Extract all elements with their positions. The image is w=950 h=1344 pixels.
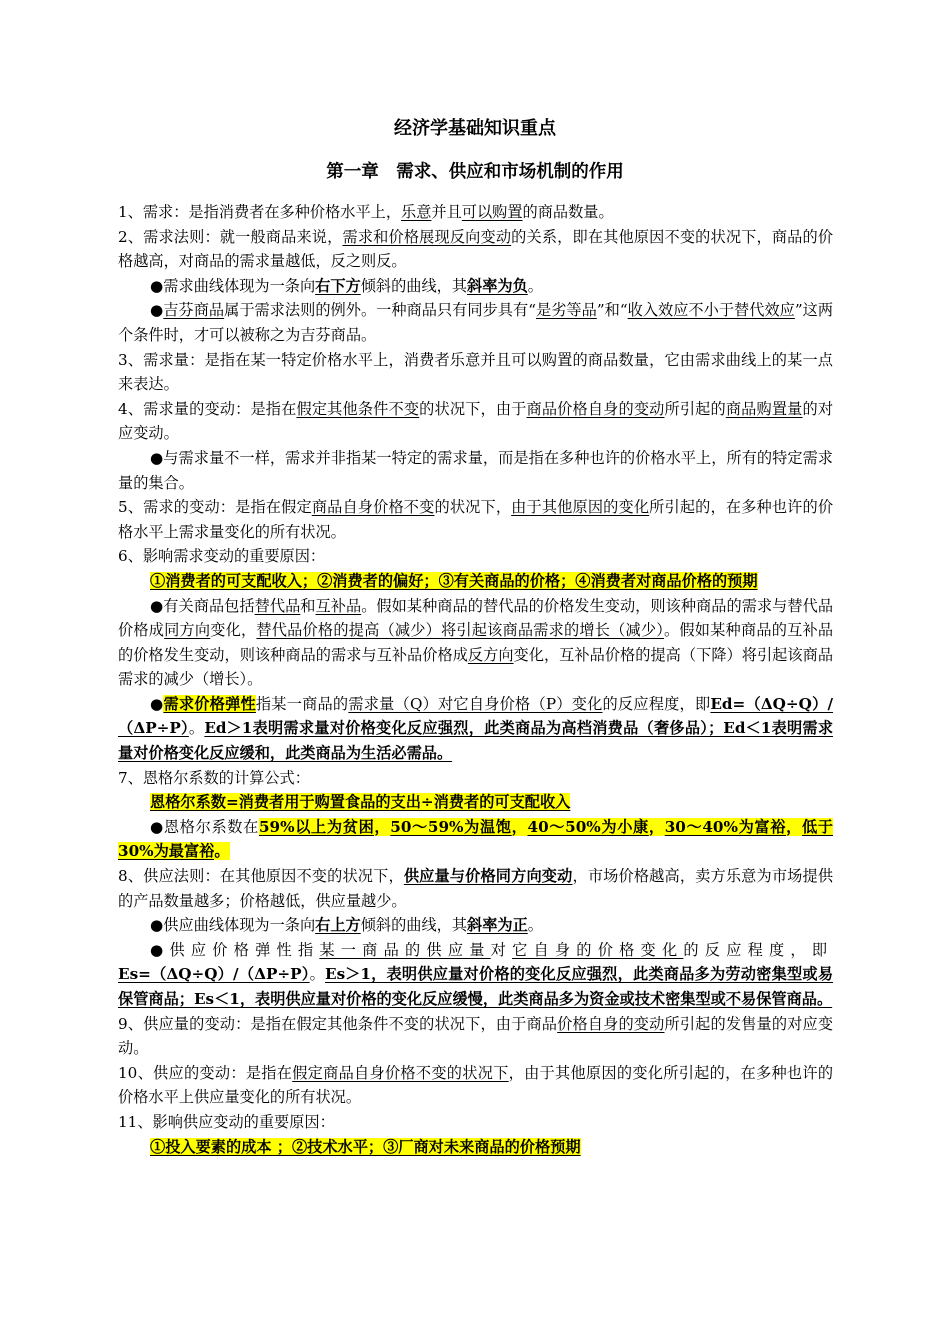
text-run: 斜率为负: [467, 276, 528, 295]
text-run: 6、影响需求变动的重要原因：: [118, 547, 326, 566]
text-run: 收入效应不小于替代效应: [627, 301, 795, 320]
text-run: 价格自身的变动: [557, 1014, 665, 1033]
bullet-demand-curve: [118, 274, 833, 299]
item-6-demand-factors: [118, 544, 833, 569]
text-run: 4、需求量的变动：是指在: [118, 399, 297, 418]
item-1-demand: [118, 200, 833, 225]
text-run: 变化，: [210, 621, 257, 640]
text-run: 59%以上为贫困: [258, 817, 375, 836]
text-run: 吉芬商品: [163, 301, 225, 320]
text-run: 7、恩格尔系数的计算公式：: [118, 768, 310, 787]
text-run: 可以购置: [461, 203, 523, 221]
text-run: ●: [150, 301, 164, 320]
text-run: 30～40%为富裕: [664, 817, 787, 836]
text-run: ”这两个条件时，才可以被称之为吉芬商品。: [118, 301, 834, 344]
text-run: 并且: [431, 203, 462, 221]
text-run: Es＞1，表明供应量对价格的变化反应强烈，此类商品多为劳动密集型或易保管商品；Es＜1，表明供应量对价格的变化反应缓慢，此类商品多为资金或技术密集型或不易保管商品。: [118, 965, 834, 1008]
item-11-supply-factors: [118, 1110, 833, 1135]
text-run: ●有关商品包括: [150, 596, 255, 615]
text-run: 5、需求的变动：是指在假定: [118, 498, 312, 517]
text-run: ，: [374, 817, 391, 836]
bullet-giffen-goods: [118, 298, 833, 347]
text-run: 由于其他原因的变化: [511, 498, 650, 517]
text-run: ●: [150, 694, 164, 713]
text-run: 的状况下，: [434, 498, 512, 517]
item-5-change-in-demand: [118, 495, 833, 544]
item-2-law-of-demand: [118, 225, 833, 274]
bullet-engel-ranges: [118, 815, 833, 864]
item-4-change-in-quantity-demanded: [118, 397, 833, 446]
text-run: 是劣等品: [535, 301, 597, 320]
supply-elasticity-formula: Es=（ΔQ÷Q）/（ΔP÷P）: [118, 965, 310, 984]
text-run: 。: [527, 916, 543, 935]
text-run: 低于30%为最富裕: [118, 817, 833, 861]
text-run: ，: [648, 817, 665, 836]
text-run: 的反应程度，即: [602, 694, 711, 713]
document-body: [118, 200, 833, 1159]
text-run: 。假如某种商品的互补品的价格发生变动，则该种商品的需求与互补品价格成: [118, 621, 834, 664]
text-run: 需求量（Q）对它自身价格（P）变化: [348, 694, 603, 713]
highlight-demand-factors: [118, 569, 833, 594]
document-title: 经济学基础知识重点: [394, 118, 556, 139]
text-run: 的商品数量。: [522, 203, 614, 221]
bullet-price-elasticity-of-supply: [118, 938, 833, 1012]
text-run: ①投入要素的成本 ；②技术水平；③厂商对未来商品的价格预期: [150, 1137, 581, 1156]
text-run: 。: [214, 842, 230, 861]
text-run: 。: [309, 965, 326, 984]
text-run: 8、供应法则：在其他原因不变的状况下，: [118, 867, 404, 886]
chapter-title: 第一章 需求、供应和市场机制的作用: [326, 162, 624, 182]
text-run: ●供应曲线体现为一条向: [150, 916, 316, 935]
text-run: 商品价格自身的变动: [526, 399, 665, 418]
text-run: 乐意: [401, 203, 432, 221]
item-9-change-in-quantity-supplied: [118, 1012, 833, 1061]
text-run: ●供应价格弹性指: [150, 940, 320, 959]
text-run: 互补品: [315, 596, 362, 615]
item-10-change-in-supply: [118, 1061, 833, 1110]
text-run: ①消费者的可支配收入；②消费者的偏好；③有关商品的价格；④消费者对商品价格的预期: [150, 571, 758, 590]
bullet-price-elasticity-of-demand: [118, 692, 833, 766]
text-run: ，: [511, 817, 528, 836]
item-3-quantity-demanded: [118, 348, 833, 397]
text-run: 供应量与价格同方向变动: [403, 867, 573, 886]
text-run: 需求和价格展现反向变动: [342, 227, 512, 246]
demand-elasticity-formula: Ed=（ΔQ÷Q）/（ΔP÷P）: [118, 694, 834, 738]
text-run: 所引起的，在多种也许的价格水平上需求量变化的所有状况。: [118, 498, 834, 541]
text-run: 属于需求法则的例外。一种商品只有同步具有“: [224, 301, 536, 320]
text-run: 的反应程度，即: [683, 940, 834, 959]
bullet-demand-vs-quantity: [118, 446, 833, 495]
text-run: 假定商品自身价格不变的状况下: [292, 1063, 509, 1082]
text-run: 商品购置量: [725, 399, 803, 418]
text-run: ●与需求量不一样，需求并非指某一特定的需求量，而是指在多种也许的价格水平上，所有的特定需求量的集合。: [118, 448, 833, 492]
text-run: 的关系，即在其他原因不变的状况下，商品的价格越高，对商品的需求量越低，反之则反。: [118, 227, 834, 271]
bullet-supply-curve: [118, 913, 833, 938]
text-run: 50～59%为温饱: [390, 817, 512, 836]
bullet-related-goods: [118, 594, 833, 692]
text-run: 2、需求法则：就一般商品来说，: [118, 227, 343, 246]
text-run: 右下方: [315, 276, 361, 295]
highlight-engel-formula: [118, 790, 833, 815]
text-run: 的状况下，由于: [419, 399, 527, 418]
text-run: Ed＞1表明需求量对价格变化反应强烈，此类商品为高档消费品（奢侈品）；Ed＜1表明需求量对价格变化反应缓和，此类商品为生活必需品。: [118, 719, 834, 763]
text-run: 商品自身价格不变: [311, 498, 435, 517]
text-run: ●恩格尔系数在: [150, 817, 259, 836]
text-run: 同方向: [164, 621, 211, 640]
text-run: 3、需求量：是指在某一特定价格水平上，消费者乐意并且可以购置的商品数量，它由需求曲线上的某一点来表达。: [118, 350, 833, 394]
item-8-law-of-supply: [118, 864, 833, 913]
text-run: ”和“: [596, 301, 628, 320]
text-run: 。: [527, 276, 543, 295]
text-run: 右上方: [315, 916, 361, 935]
text-run: 的对应变动。: [118, 399, 834, 443]
text-run: 它自身的价格变化: [512, 940, 684, 959]
text-run: 某一商品的供应量: [319, 940, 491, 959]
text-run: 假定其他条件不变: [296, 399, 420, 418]
text-run: 10、供应的变动：是指在: [118, 1063, 293, 1082]
text-run: 所引起的发售量的对应变动。: [118, 1014, 834, 1058]
text-run: ●需求曲线体现为一条向: [150, 276, 316, 295]
text-run: 倾斜的曲线，其: [360, 276, 468, 295]
item-7-engel-formula: [118, 766, 833, 791]
text-run: 40～50%为小康: [527, 817, 649, 836]
text-run: 变化，互补品价格的提高（下降）将引起该商品需求的减少（增长）。: [118, 645, 834, 689]
text-run: ，: [786, 817, 802, 836]
text-run: 11、影响供应变动的重要原因：: [118, 1112, 335, 1131]
text-run: 需求价格弹性: [163, 694, 256, 713]
text-run: 1、需求：是指消费者在多种价格水平上，: [118, 203, 402, 221]
text-run: 指某一商品的: [255, 694, 349, 713]
text-run: 反方向: [467, 645, 514, 664]
text-run: ，市场价格越高，卖方乐意为市场提供的产品数量越多；价格越低，供应量越少。: [118, 867, 834, 910]
text-run: 。: [188, 719, 205, 738]
text-run: 所引起的: [664, 399, 726, 418]
text-run: ，由于其他原因的变化所引起的，在多种也许的价格水平上供应量变化的所有状况。: [118, 1063, 834, 1107]
text-run: 斜率为正: [467, 916, 528, 935]
highlight-supply-factors: [118, 1135, 833, 1160]
text-run: 替代品: [254, 596, 301, 615]
text-run: 恩格尔系数=消费者用于购置食品的支出÷消费者的可支配收入: [150, 793, 571, 812]
text-run: 9、供应量的变动：是指在假定其他条件不变的状况下，由于商品: [118, 1014, 558, 1033]
text-run: 对: [490, 940, 513, 959]
text-run: 替代品价格的提高（减少）将引起该商品需求的增长（减少）: [256, 621, 665, 640]
text-run: 倾斜的曲线，其: [360, 916, 468, 935]
text-run: 和: [300, 596, 316, 615]
text-run: 。假如某种商品的替代品的价格发生变动，则该种商品的需求与替代品价格成: [118, 596, 834, 640]
